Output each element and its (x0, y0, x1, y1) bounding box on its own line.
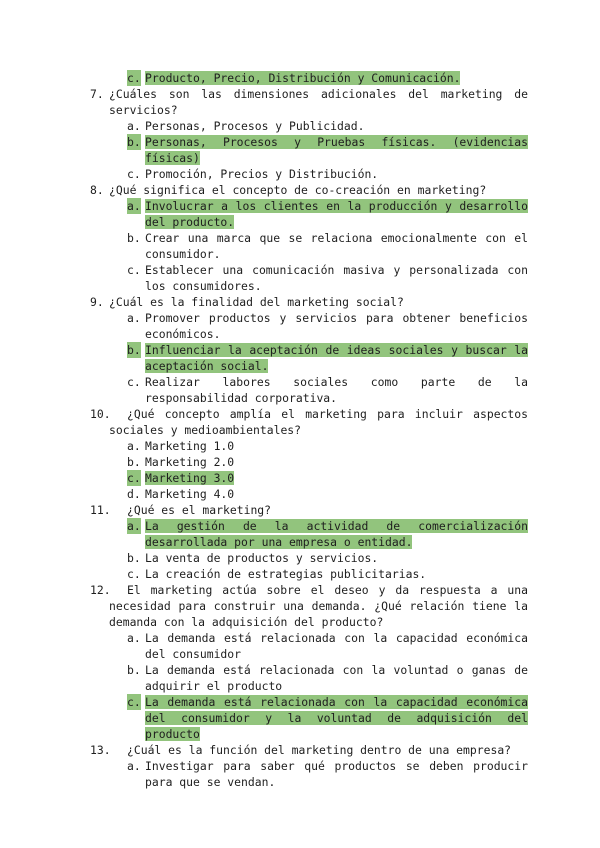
option-text: La creación de estrategias publicitarias. (145, 567, 427, 581)
answer-option (90, 262, 528, 294)
question-text: ¿Qué significa el concepto de co-creación en marketing? (109, 183, 487, 197)
option-text: Crear una marca que se relaciona emocionalmente con el consumidor. (145, 231, 528, 261)
answer-option (90, 118, 528, 134)
answer-option-correct (90, 518, 528, 550)
option-text: Establecer una comunicación masiva y personalizada con los consumidores. (145, 263, 528, 293)
answer-option (90, 438, 528, 454)
answer-option (90, 166, 528, 182)
option-letter: c. (127, 375, 141, 389)
question-13 (90, 742, 528, 758)
answer-option-correct (90, 342, 528, 374)
question-10 (90, 406, 528, 438)
option-letter: c. (127, 71, 141, 85)
option-text: La venta de productos y servicios. (145, 551, 379, 565)
question-number: 8. (90, 183, 104, 197)
option-letter: a. (127, 631, 141, 645)
option-text: Personas, Procesos y Pruebas físicas. (evidencias físicas) (145, 135, 528, 165)
option-letter: a. (127, 119, 141, 133)
option-letter: b. (127, 551, 141, 565)
option-letter: a. (127, 759, 141, 773)
answer-option-correct (90, 134, 528, 166)
question-number: 13. (90, 743, 111, 757)
option-text: Investigar para saber qué productos se deben producir para que se vendan. (145, 759, 528, 789)
option-letter: c. (127, 167, 141, 181)
answer-option (90, 486, 528, 502)
option-letter: b. (127, 455, 141, 469)
answer-option (90, 566, 528, 582)
option-text: Marketing 3.0 (145, 471, 235, 485)
option-text: Personas, Procesos y Publicidad. (145, 119, 365, 133)
option-letter: b. (127, 135, 141, 149)
option-text: Marketing 2.0 (145, 455, 235, 469)
option-letter: a. (127, 439, 141, 453)
answer-option (90, 374, 528, 406)
answer-option (90, 230, 528, 262)
answer-option-correct (90, 694, 528, 742)
option-text: La gestión de la actividad de comercialización desarrollada por una empresa o entidad. (145, 519, 528, 549)
question-7 (90, 86, 528, 118)
question-number: 12. (90, 583, 111, 597)
answer-option (90, 550, 528, 566)
option-letter: b. (127, 663, 141, 677)
option-letter: a. (127, 519, 141, 533)
answer-option (90, 454, 528, 470)
option-text: La demanda está relacionada con la capacidad económica del consumidor y la voluntad de adquisición del producto (145, 695, 528, 741)
quiz-content (90, 70, 528, 790)
question-text: ¿Cuáles son las dimensiones adicionales del marketing de servicios? (109, 87, 528, 117)
option-text: La demanda está relacionada con la voluntad o ganas de adquirir el producto (145, 663, 528, 693)
question-text: ¿Qué concepto amplía el marketing para incluir aspectos sociales y medioambientales? (109, 407, 528, 437)
answer-option (90, 758, 528, 790)
question-text: El marketing actúa sobre el deseo y da respuesta a una necesidad para construir una demanda. ¿Qué relación tiene la demanda con la adquisición del producto? (109, 583, 528, 629)
question-11 (90, 502, 528, 518)
option-text: Marketing 1.0 (145, 439, 235, 453)
question-text: ¿Qué es el marketing? (127, 503, 272, 517)
answer-option-correct (90, 198, 528, 230)
option-text: Influenciar la aceptación de ideas sociales y buscar la aceptación social. (145, 343, 528, 373)
option-letter: c. (127, 695, 141, 709)
option-letter: b. (127, 231, 141, 245)
option-letter: a. (127, 311, 141, 325)
question-number: 9. (90, 295, 104, 309)
answer-option-correct (90, 470, 528, 486)
question-number: 7. (90, 87, 104, 101)
option-text: Realizar labores sociales como parte de la responsabilidad corporativa. (145, 375, 528, 405)
answer-option-correct (90, 70, 528, 86)
question-12 (90, 582, 528, 630)
question-9 (90, 294, 528, 310)
option-letter: c. (127, 263, 141, 277)
question-number: 11. (90, 503, 111, 517)
question-text: ¿Cuál es la función del marketing dentro de una empresa? (127, 743, 512, 757)
option-letter: b. (127, 343, 141, 357)
question-8 (90, 182, 528, 198)
option-letter: d. (127, 487, 141, 501)
option-text: Promover productos y servicios para obtener beneficios económicos. (145, 311, 528, 341)
option-text: Promoción, Precios y Distribución. (145, 167, 379, 181)
option-text: Producto, Precio, Distribución y Comunicación. (145, 71, 461, 85)
option-letter: c. (127, 471, 141, 485)
option-text: Involucrar a los clientes en la producción y desarrollo del producto. (145, 199, 528, 229)
option-letter: c. (127, 567, 141, 581)
answer-option (90, 310, 528, 342)
question-text: ¿Cuál es la finalidad del marketing social? (109, 295, 404, 309)
answer-option (90, 630, 528, 662)
answer-option (90, 662, 528, 694)
option-letter: a. (127, 199, 141, 213)
option-text: Marketing 4.0 (145, 487, 235, 501)
option-text: La demanda está relacionada con la capacidad económica del consumidor (145, 631, 528, 661)
question-number: 10. (90, 407, 111, 421)
